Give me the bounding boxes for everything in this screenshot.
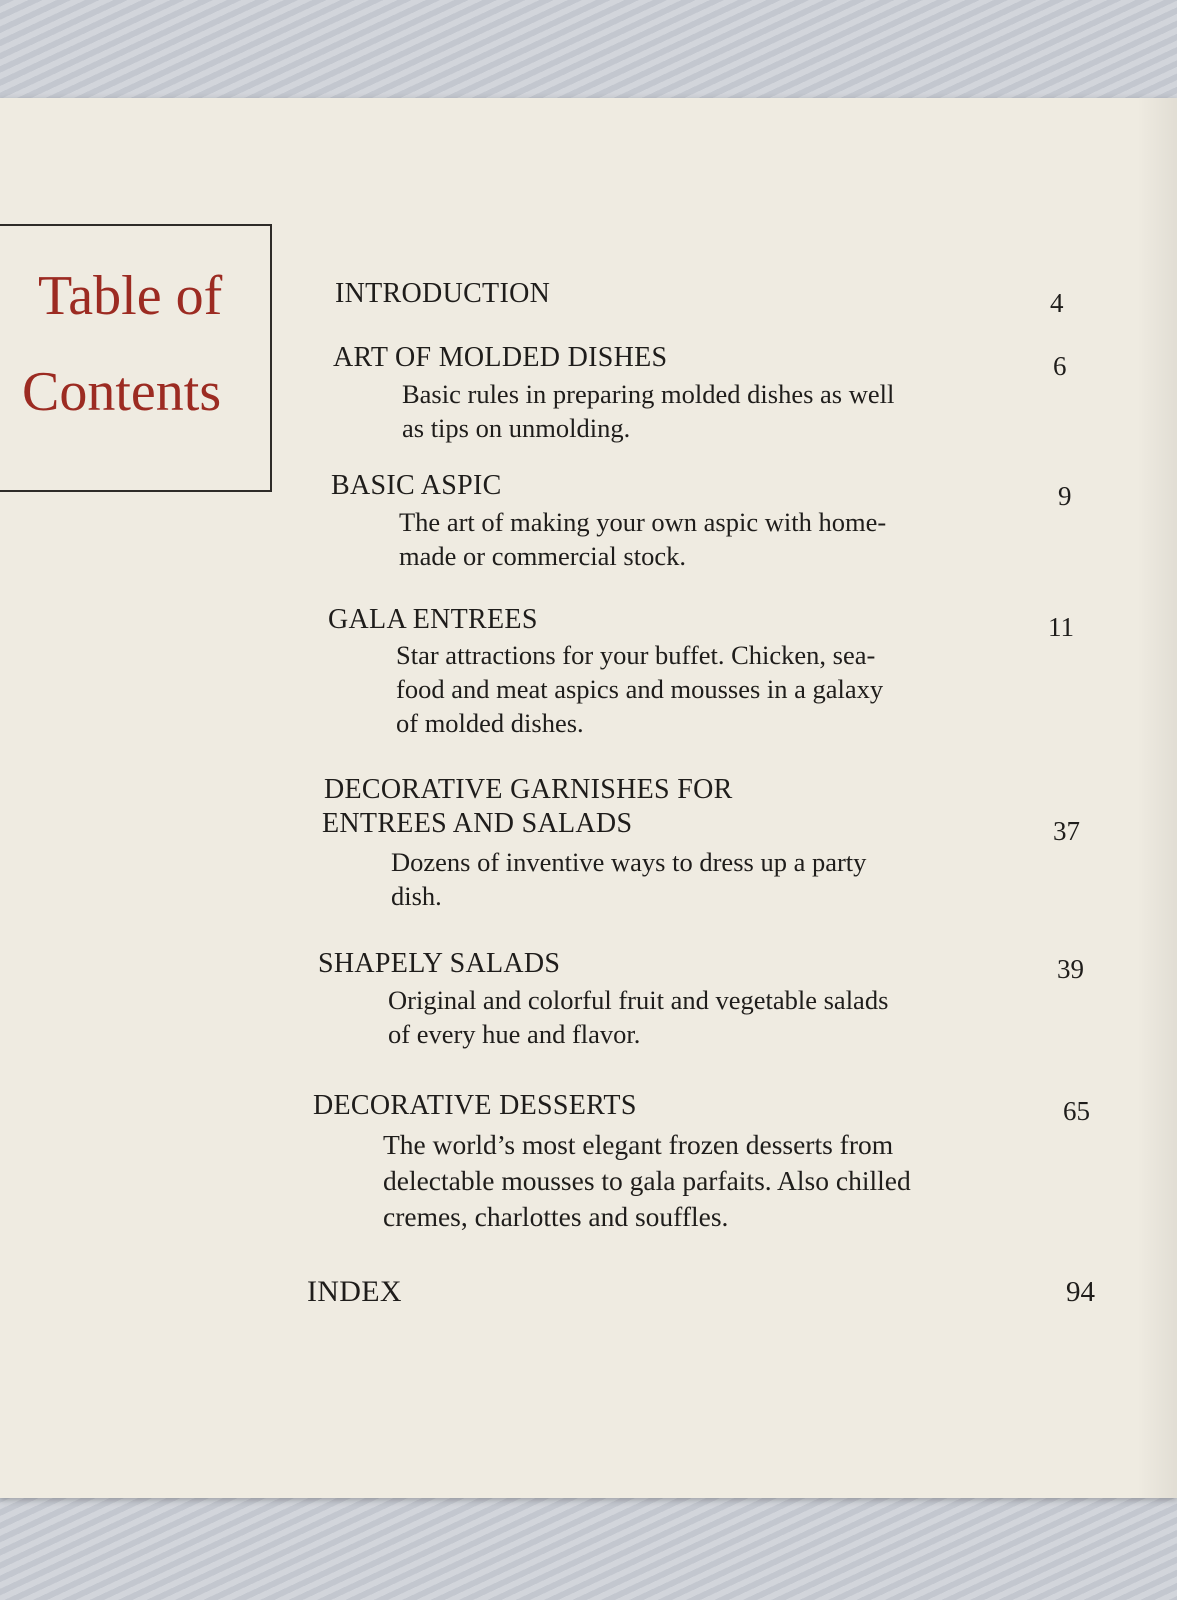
toc-description-basic-aspic: [399, 505, 886, 573]
toc-heading-gala-entrees: GALA ENTREES: [328, 604, 538, 635]
description-line: food and meat aspics and mousses in a galaxy: [396, 674, 884, 704]
toc-page-index: 94: [1066, 1276, 1095, 1308]
toc-page-decorative-desserts: 65: [1063, 1096, 1090, 1126]
description-line: Original and colorful fruit and vegetable salads: [388, 985, 889, 1015]
toc-heading-decorative-desserts: DECORATIVE DESSERTS: [313, 1090, 637, 1121]
toc-description-shapely-salads: [388, 983, 888, 1051]
toc-description-art-of-molded-dishes: [402, 377, 894, 445]
toc-description-decorative-desserts: [383, 1127, 911, 1235]
description-line: Dozens of inventive ways to dress up a party: [391, 847, 867, 877]
toc-page-art-of-molded-dishes: 6: [1053, 351, 1067, 381]
toc-description-decorative-garnishes: [391, 845, 866, 913]
description-line: delectable mousses to gala parfaits. Also chilled: [383, 1165, 911, 1196]
description-line: dish.: [391, 881, 442, 911]
toc-heading-art-of-molded-dishes: ART OF MOLDED DISHES: [333, 342, 668, 373]
toc-heading-basic-aspic: BASIC ASPIC: [331, 470, 502, 501]
description-line: of molded dishes.: [396, 708, 584, 738]
toc-heading-decorative-garnishes-line-1: DECORATIVE GARNISHES FOR: [324, 774, 733, 805]
toc-page-introduction: 4: [1050, 288, 1064, 318]
description-line: cremes, charlottes and souffles.: [383, 1201, 729, 1232]
toc-page-gala-entrees: 11: [1048, 612, 1074, 642]
description-line: The art of making your own aspic with home-: [399, 507, 887, 537]
toc-page-shapely-salads: 39: [1057, 954, 1084, 984]
toc-description-gala-entrees: [396, 638, 883, 740]
toc-page-basic-aspic: 9: [1058, 481, 1072, 511]
page-shadow: [1137, 98, 1177, 1498]
title-box: [0, 224, 272, 492]
description-line: made or commercial stock.: [399, 541, 686, 571]
toc-heading-decorative-garnishes-line-2: ENTREES AND SALADS: [322, 808, 633, 839]
description-line: Basic rules in preparing molded dishes as well: [402, 379, 895, 409]
toc-heading-introduction: INTRODUCTION: [335, 278, 551, 309]
description-line: as tips on unmolding.: [402, 413, 631, 443]
description-line: The world’s most elegant frozen desserts from: [383, 1129, 894, 1160]
title-line-2: Contents: [22, 361, 222, 423]
toc-page-decorative-garnishes: 37: [1053, 816, 1080, 846]
toc-heading-index: INDEX: [307, 1275, 402, 1308]
toc-heading-shapely-salads: SHAPELY SALADS: [318, 948, 561, 979]
description-line: of every hue and flavor.: [388, 1019, 641, 1049]
title-line-1: Table of: [38, 265, 223, 327]
description-line: Star attractions for your buffet. Chicken, sea-: [396, 640, 876, 670]
